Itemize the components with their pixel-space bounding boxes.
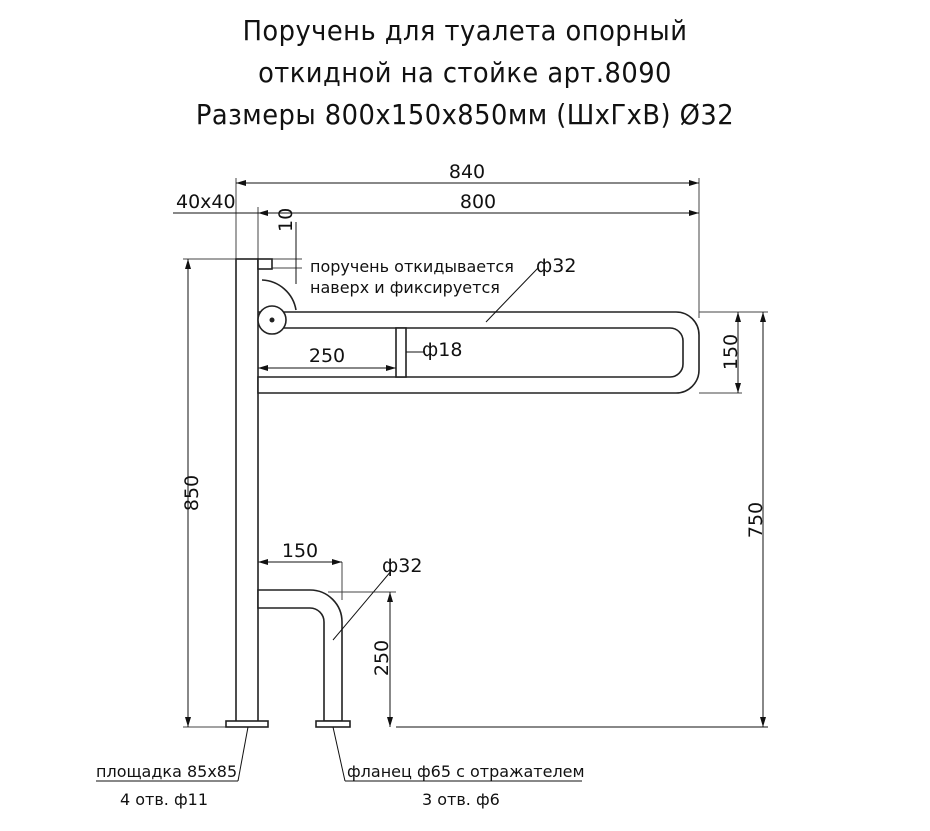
leg-flange [316,721,350,727]
hinge-pin [270,318,275,323]
fold-note-line-2: наверх и фиксируется [310,278,500,297]
brace-bar [396,328,406,377]
base-plate [226,721,268,727]
support-post-body [236,259,258,723]
flange-label-1: фланец ф65 с отражателем [347,762,585,781]
dim-leg-offset: 150 [281,540,319,562]
flange-label-2: 3 отв. ф6 [422,790,500,809]
fold-arc [262,280,296,310]
dim-total-height: 850 [181,474,203,512]
leader-flange [333,727,345,781]
fold-note-line-1: поручень откидывается [310,257,514,276]
title-line-1: Поручень для туалета опорный [242,14,688,47]
title-line-3: Размеры 800x150x850мм (ШxГxВ) Ø32 [195,98,735,131]
dim-rail-length: 800 [459,191,497,213]
brace-diameter-label: ф18 [422,339,463,361]
dim-overall-width: 840 [448,161,486,183]
dim-post-size: 40x40 [176,191,236,213]
base-plate-label-1: площадка 85x85 [96,762,238,781]
leg-tube [258,590,342,721]
leader-base-plate [238,727,248,781]
rail-top-mount [258,259,272,269]
dim-brace-spacing: 250 [308,345,346,367]
dim-leg-height: 250 [371,639,393,677]
leg-diameter-label: ф32 [382,555,423,577]
rail-diameter-label: ф32 [536,255,577,277]
base-plate-label-2: 4 отв. ф11 [120,790,209,809]
dim-top-gap: 10 [275,207,297,232]
dim-rail-depth: 150 [720,333,742,371]
title-line-2: откидной на стойке арт.8090 [258,56,672,89]
dim-rail-height: 750 [745,501,767,539]
support-leg [258,590,350,727]
